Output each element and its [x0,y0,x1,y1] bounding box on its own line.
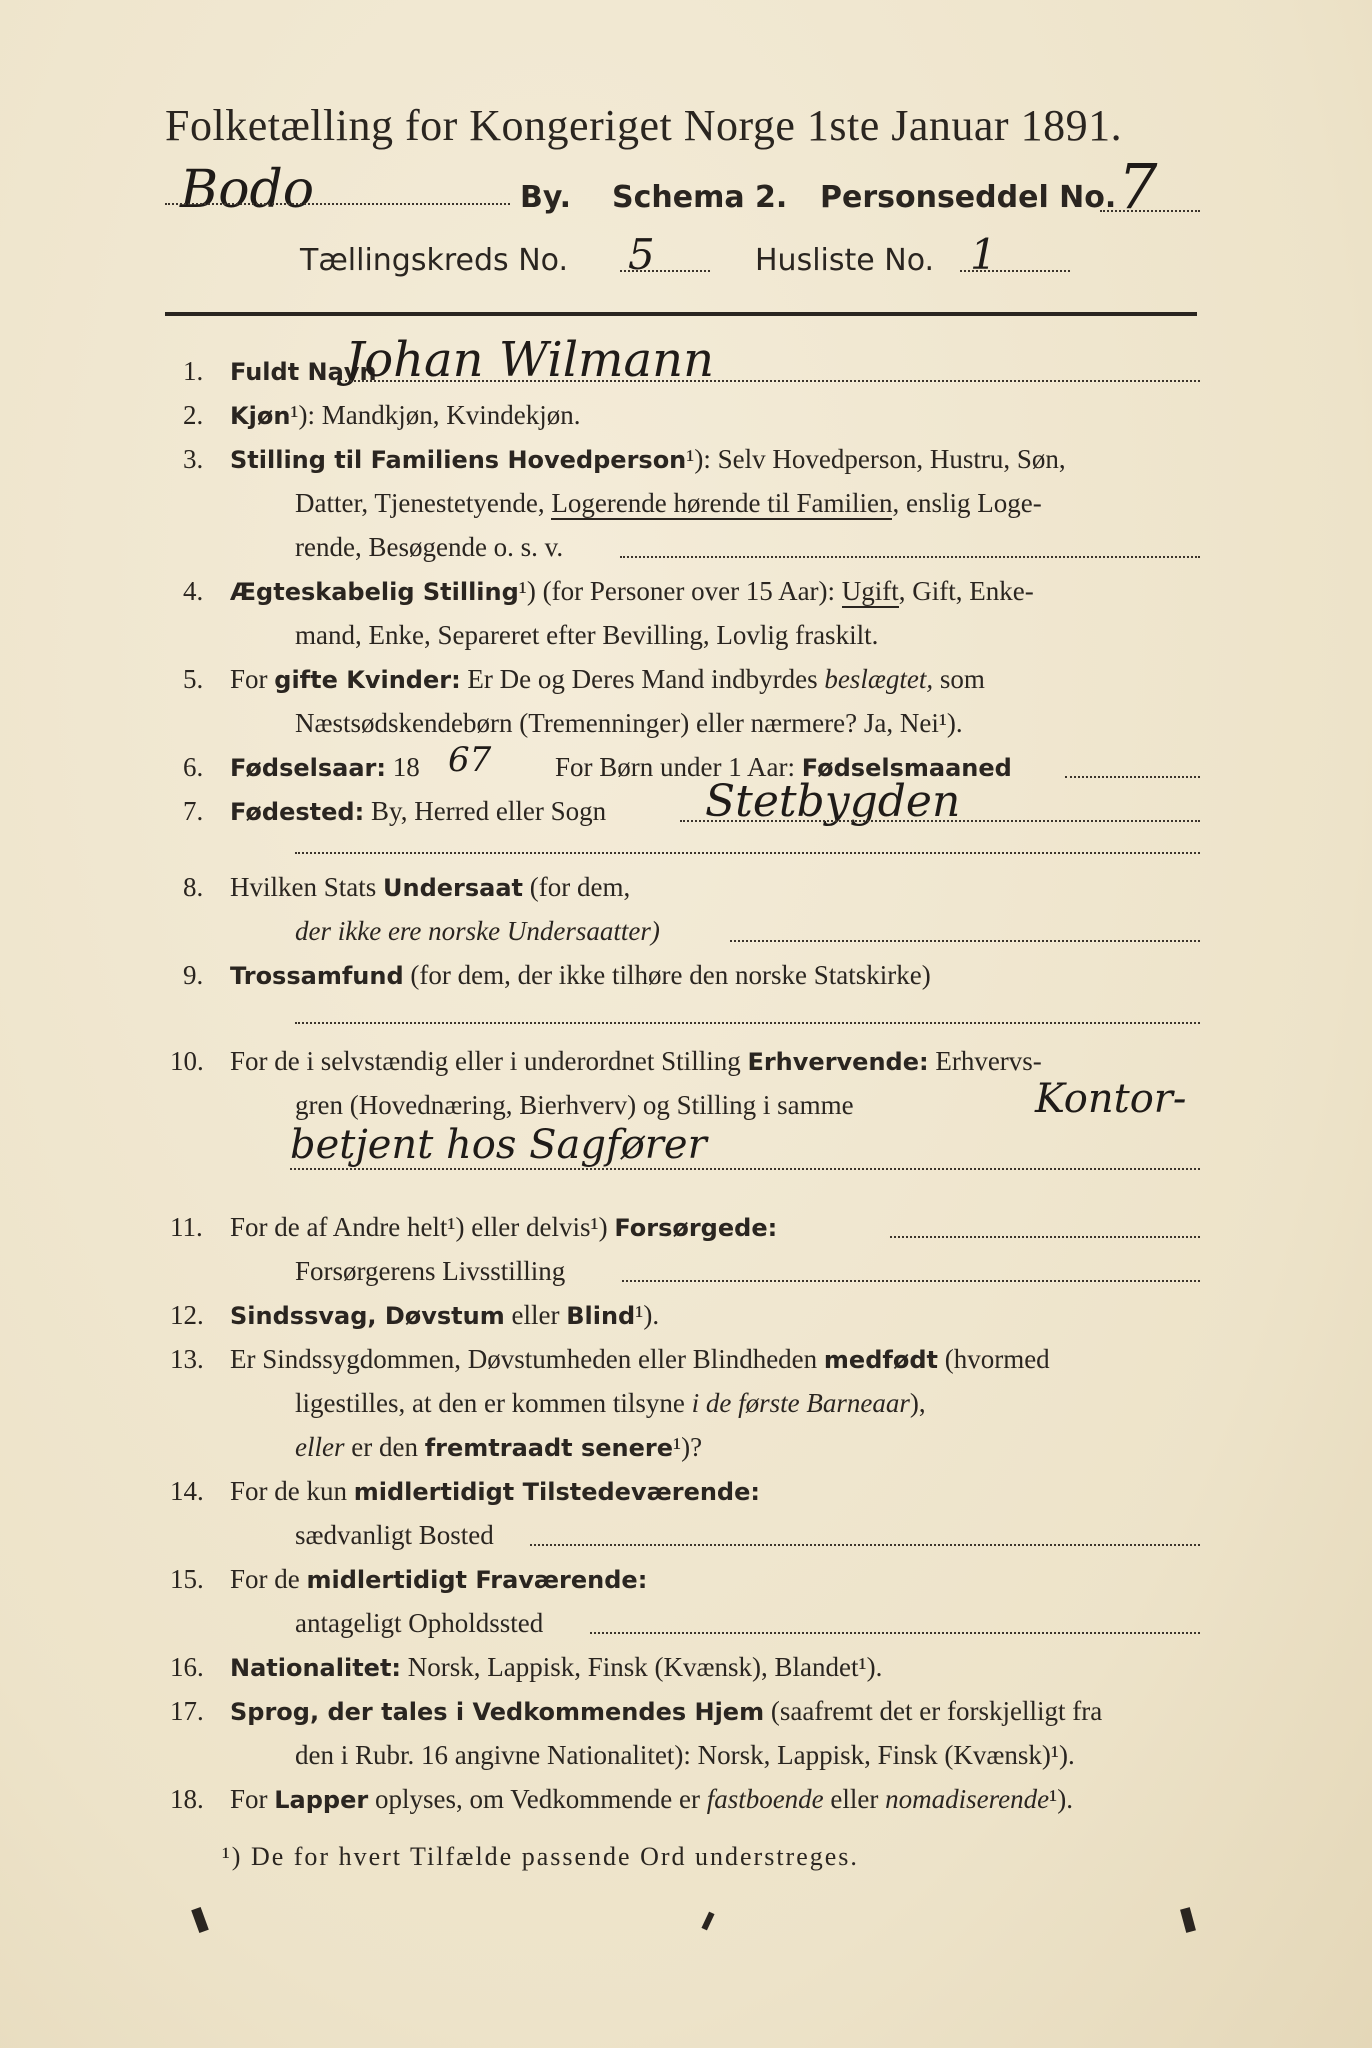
item-10-pre: For de i selvstændig eller i underordnet Stilling [230,1046,748,1076]
item-7-dotted-line-2 [295,852,1200,854]
corner-mark-right [1180,1907,1196,1933]
stilling-options-2a: Datter, Tjenestetyende, [295,488,552,518]
item-number: 14. [170,1476,204,1506]
item-8-post: (for dem, [523,872,631,902]
stilling-options-1: ¹): Selv Hovedperson, Hustru, Søn, [686,444,1066,474]
item-3-dotted-line [620,556,1200,558]
erhvervende-label: Erhvervende: [747,1048,929,1076]
item-7-line [230,796,606,827]
aegteskab-label: Ægteskabelig Stilling [230,578,519,606]
item-14-line-2: sædvanligt Bosted [295,1520,494,1550]
item-10-line-2: gren (Hovednæring, Bierhverv) og Stilling i samme [295,1090,854,1120]
item-number: 6. [183,752,204,782]
item-number: 9. [183,960,204,990]
tilstedevaerende-label: midlertidigt Tilstedeværende: [353,1478,760,1506]
item-18-pre: For [230,1784,275,1814]
footnote: ¹) De for hvert Tilfælde passende Ord understreges. [222,1842,859,1871]
name-dotted-line [345,380,1200,382]
fravaerende-label: midlertidigt Fraværende: [306,1566,648,1594]
medfodt-label: medfødt [823,1346,938,1374]
item-17-line-1 [230,1696,1102,1727]
item-number: 15. [170,1564,204,1594]
nomadiserende-italic: nomadiserende [885,1784,1050,1814]
city-dotted-line [165,203,510,205]
item-13c-mid: er den [344,1432,425,1462]
nationalitet-label: Nationalitet: [230,1654,402,1682]
personseddel-label: Personseddel No. [820,180,1117,215]
item-4-line-2: mand, Enke, Separeret efter Bevilling, Lovlig fraskilt. [295,620,879,650]
item-12-post: ¹). [635,1300,660,1330]
item-number: 18. [170,1784,204,1814]
sindssvag-label: Sindssvag, Døvstum [230,1302,505,1330]
item-5-pre: For [230,664,275,694]
gifte-kvinder-label: gifte Kvinder: [274,666,461,694]
kreds-label: Tællingskreds No. [300,243,568,278]
item-9-line [230,960,931,991]
item-8-pre: Hvilken Stats [230,872,383,902]
by-label: By. [520,180,572,215]
item-11-line-2: Forsørgerens Livsstilling [295,1256,566,1286]
occupation-handwritten-1: Kontor- [1035,1076,1187,1122]
item-11-line-1 [230,1212,777,1243]
stilling-label: Stilling til Familiens Hovedperson [230,446,687,474]
item-8-line-2: der ikke ere norske Undersaatter) [295,916,660,946]
item-12-mid: eller [504,1300,567,1330]
aegteskab-hint: ¹) (for Personer over 15 Aar): [518,576,842,606]
item-13b-pre: ligestilles, at den er kommen tilsyne [295,1388,692,1418]
item-number: 2. [183,400,204,430]
husliste-number-handwritten: 1 [970,230,997,279]
item-number: 1. [183,356,204,386]
city-handwritten: Bodo [180,160,315,220]
item-10-line-1 [230,1046,1042,1077]
header-rule [165,312,1197,316]
item-8-dotted-line [730,940,1200,942]
schema-label: Schema 2. [612,180,788,215]
item-number: 16. [170,1652,204,1682]
item-15-pre: For de [230,1564,307,1594]
item-3-line-1 [230,444,1066,475]
fodselsaar-label: Fødselsaar: [230,754,386,782]
item-6-line [230,752,420,783]
item-5-line-2: Næstsødskendebørn (Tremenninger) eller nærmere? Ja, Nei¹). [295,708,963,738]
item-18-post: ¹). [1049,1784,1073,1814]
item-number: 11. [170,1212,203,1242]
item-3-line-2 [295,488,1042,519]
item-13b-post: ), [909,1388,926,1418]
fremtraadt-label: fremtraadt senere [424,1434,674,1462]
blind-label: Blind [566,1302,636,1330]
forsorgede-label: Forsørgede: [614,1214,778,1242]
kjon-options: ¹): Mandkjøn, Kvindekjøn. [290,400,581,430]
item-5-italic: beslægtet, [824,664,934,694]
item-16-line [230,1652,882,1683]
item-number: 5. [183,664,204,694]
kreds-dotted-line [620,270,710,272]
item-14-pre: For de kun [230,1476,354,1506]
trossamfund-label: Trossamfund [230,962,404,990]
fuldt-navn-label: Fuldt Navn [230,358,377,386]
item-4-line-1 [230,576,1034,607]
item-14-line-1 [230,1476,760,1507]
item-6-dotted-line [1065,776,1200,778]
sprog-label: Sprog, der tales i Vedkommendes Hjem [230,1698,765,1726]
item-5-question: Er De og Deres Mand indbyrdes [460,664,825,694]
item-number: 3. [183,444,204,474]
occupation-handwritten-2: betjent hos Sagfører [290,1122,707,1168]
item-11-dotted-line-2 [622,1280,1200,1282]
item-17-line-2: den i Rubr. 16 angivne Nationalitet): Norsk, Lappisk, Finsk (Kvænsk)¹). [295,1740,1075,1770]
item-13-line-1 [230,1344,1050,1375]
corner-mark-center [701,1912,714,1931]
item-18-line [230,1784,1073,1815]
item-13b-italic: i de første Barneaar [691,1388,910,1418]
item-11-dotted-line [890,1236,1200,1238]
item-14-dotted-line [530,1544,1200,1546]
item-number: 13. [170,1344,204,1374]
trossamfund-hint: (for dem, der ikke tilhøre den norske Statskirke) [403,960,931,990]
item-10-post: Erhvervs- [928,1046,1042,1076]
name-handwritten: Johan Wilmann [345,332,714,388]
birthyear-handwritten: 67 [448,740,492,780]
nationalitet-options: Norsk, Lappisk, Finsk (Kvænsk), Blandet¹). [401,1652,883,1682]
item-12-line [230,1300,659,1331]
item-number: 12. [170,1300,204,1330]
item-15-line-2: antageligt Opholdssted [295,1608,544,1638]
item-number: 17. [170,1696,204,1726]
item-3-line-3: rende, Besøgende o. s. v. [295,532,564,562]
kreds-number-handwritten: 5 [628,230,655,279]
aegteskab-selected: Ugift [841,576,899,606]
fodselsaar-prefix: 18 [386,752,420,782]
form-title: Folketælling for Kongeriget Norge 1ste Januar 1891. [165,101,1123,150]
fodselsmaaned-label: Fødselsmaaned [801,754,1012,782]
infant-hint: For Børn under 1 Aar: [555,752,802,782]
item-number: 4. [183,576,204,606]
aegteskab-options: , Gift, Enke- [898,576,1034,606]
item-number: 7. [183,796,204,826]
item-2-text [230,400,580,431]
kjon-label: Kjøn [230,402,291,430]
item-10-dotted-line [290,1168,1200,1170]
personseddel-number-handwritten: 7 [1118,150,1158,223]
item-13-pre: Er Sindssygdommen, Døvstumheden eller Blindheden [230,1344,824,1374]
item-15-dotted-line [590,1632,1200,1634]
sprog-hint: (saafremt det er forskjelligt fra [764,1696,1103,1726]
husliste-label: Husliste No. [755,243,935,278]
item-9-dotted-line [295,1022,1200,1024]
item-13-post: (hvormed [937,1344,1050,1374]
lapper-label: Lapper [274,1786,369,1814]
birthplace-handwritten: Stetbygden [705,776,961,827]
personseddel-dotted-line [1100,210,1200,212]
item-15-line-1 [230,1564,647,1595]
item-8-line-1 [230,872,630,903]
item-number: 10. [170,1046,204,1076]
item-5-post: som [933,664,985,694]
item-18-mid: oplyses, om Vedkommende er [368,1784,707,1814]
item-7-dotted-line [680,820,1200,822]
fastboende-italic: fastboende [706,1784,824,1814]
corner-mark-left [191,1907,209,1933]
fodested-label: Fødested: [230,798,365,826]
item-13c-italic: eller [295,1432,345,1462]
stilling-options-2b: , enslig Loge- [892,488,1042,518]
undersaat-label: Undersaat [383,874,524,902]
item-11-pre: For de af Andre helt¹) eller delvis¹) [230,1212,615,1242]
item-13-line-3 [295,1432,702,1463]
husliste-dotted-line [960,270,1070,272]
item-18-mid2: eller [823,1784,886,1814]
item-13c-post: ¹)? [673,1432,703,1462]
item-5-line-1 [230,664,985,695]
item-number: 8. [183,872,204,902]
fodested-hint: By, Herred eller Sogn [364,796,607,826]
stilling-selected: Logerende hørende til Familien [551,488,893,518]
item-13-line-2 [295,1388,926,1419]
